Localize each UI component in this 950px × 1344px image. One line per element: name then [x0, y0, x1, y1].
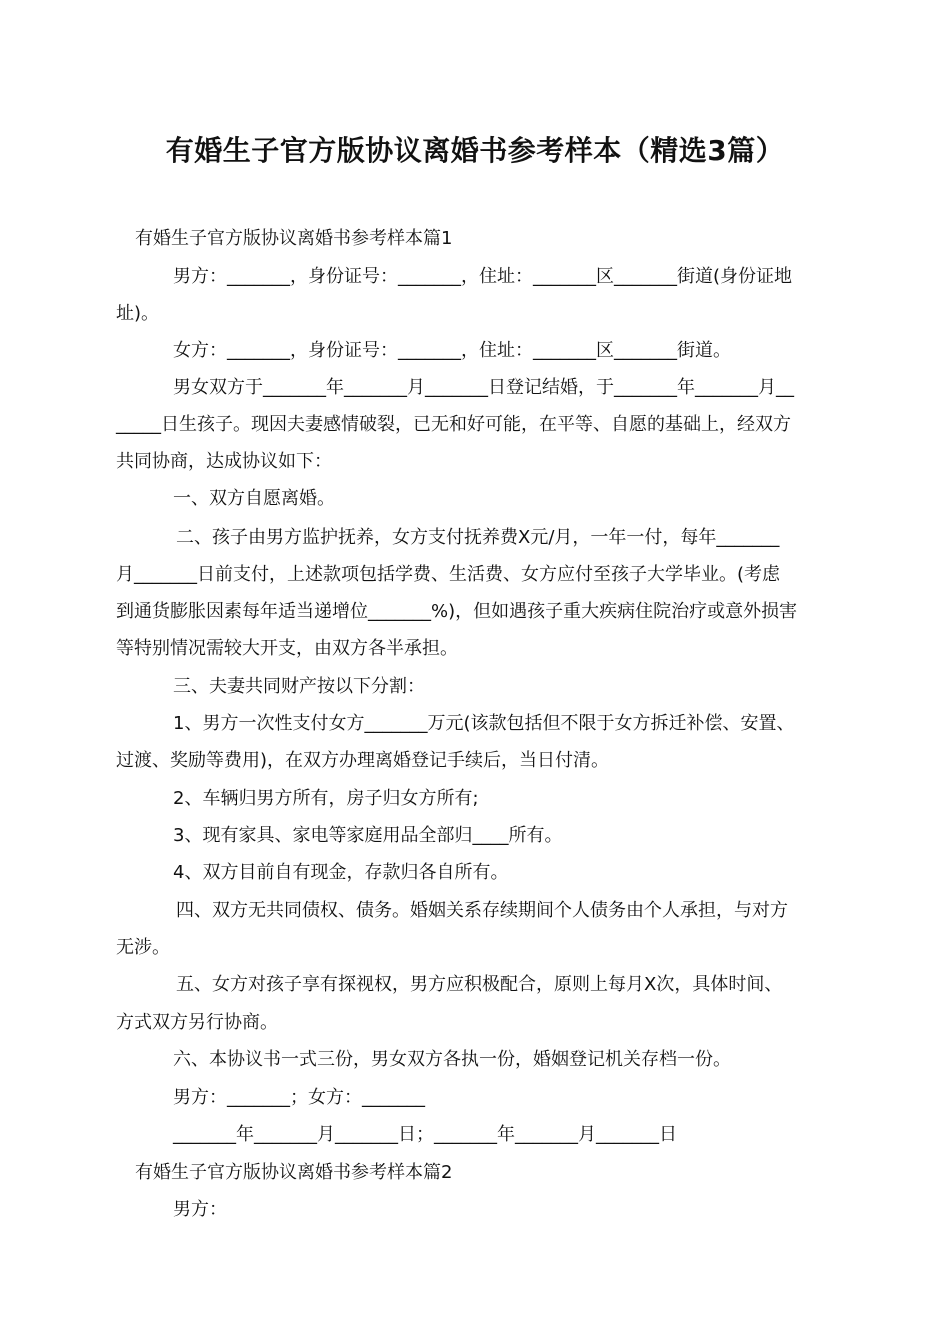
- paragraph-line: 男女双方于_______年_______月_______日登记结婚，于_______年_______月__: [173, 377, 794, 398]
- paragraph-line: 六、本协议书一式三份，男女双方各执一份，婚姻登记机关存档一份。: [173, 1049, 731, 1070]
- paragraph-line: 男方：_______，身份证号：_______，住址：_______区_______街道(身份证地: [173, 266, 793, 287]
- paragraph-line: 到通货膨胀因素每年适当递增位_______%)，但如遇孩子重大疾病住院治疗或意外损害: [116, 601, 798, 622]
- date-line: _______年_______月_______日；_______年_______月_______日: [173, 1124, 677, 1145]
- signature-line: 男方：_______；女方：_______: [173, 1087, 425, 1108]
- paragraph-line: 共同协商，达成协议如下：: [116, 451, 332, 472]
- paragraph-line: 3、现有家具、家电等家庭用品全部归____所有。: [173, 825, 563, 846]
- section-heading: 有婚生子官方版协议离婚书参考样本篇2: [135, 1162, 453, 1183]
- paragraph-line: 女方：_______，身份证号：_______，住址：_______区_______街道。: [173, 340, 731, 361]
- paragraph-line: 方式双方另行协商。: [116, 1012, 278, 1033]
- paragraph-line: 2、车辆归男方所有，房子归女方所有;: [173, 788, 479, 809]
- paragraph-line: 一、双方自愿离婚。: [173, 488, 335, 509]
- paragraph-line: 无涉。: [116, 937, 170, 958]
- paragraph-line: 址)。: [116, 303, 160, 324]
- document-title: 有婚生子官方版协议离婚书参考样本（精选3篇）: [165, 134, 785, 167]
- paragraph-line: 三、夫妻共同财产按以下分割：: [173, 676, 425, 697]
- paragraph-line: 男方：: [173, 1199, 227, 1220]
- paragraph-line: 过渡、奖励等费用)，在双方办理离婚登记手续后，当日付清。: [116, 750, 610, 771]
- paragraph-line: _____日生孩子。现因夫妻感情破裂，已无和好可能，在平等、自愿的基础上，经双方: [116, 414, 791, 435]
- paragraph-line: 二、孩子由男方监护抚养，女方支付抚养费X元/月，一年一付，每年_______: [176, 527, 780, 548]
- section-heading: 有婚生子官方版协议离婚书参考样本篇1: [135, 228, 453, 249]
- paragraph-line: 1、男方一次性支付女方_______万元(该款包括但不限于女方拆迁补偿、安置、: [173, 713, 795, 734]
- paragraph-line: 等特别情况需较大开支，由双方各半承担。: [116, 638, 458, 659]
- paragraph-line: 4、双方目前自有现金，存款归各自所有。: [173, 862, 509, 883]
- paragraph-line: 月_______日前支付，上述款项包括学费、生活费、女方应付至孩子大学毕业。(考虑: [116, 564, 781, 585]
- paragraph-line: 四、双方无共同债权、债务。婚姻关系存续期间个人债务由个人承担，与对方: [176, 900, 788, 921]
- paragraph-line: 五、女方对孩子享有探视权，男方应积极配合，原则上每月X次，具体时间、: [176, 974, 783, 995]
